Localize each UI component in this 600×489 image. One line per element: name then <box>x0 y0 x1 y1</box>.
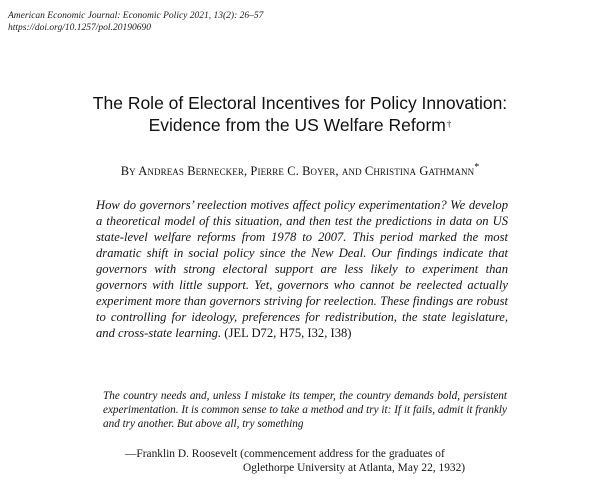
author-footnote-mark[interactable]: * <box>474 162 480 173</box>
doi-link[interactable]: https://doi.org/10.1257/pol.20190690 <box>8 23 151 33</box>
paper-title <box>0 92 600 136</box>
epigraph-attribution <box>125 447 465 475</box>
journal-citation: American Economic Journal: Economic Policy 2021, 13(2): 26–57 <box>8 11 264 21</box>
abstract <box>96 197 508 341</box>
author-byline <box>0 164 600 179</box>
jel-codes: (JEL D72, H75, I32, I38) <box>224 326 352 340</box>
title-line-1: The Role of Electoral Incentives for Policy Innovation: <box>92 93 508 113</box>
title-line-2-text: Evidence from the US Welfare Reform <box>148 115 446 135</box>
attribution-line-1: —Franklin D. Roosevelt (commencement address for the graduates of <box>125 448 445 460</box>
abstract-text: How do governors’ reelection motives affect policy experimentation? We develop a theoretical model of this situation, and then test the predictions in data on US state-level welfare reforms from 1978 to 2007. This period marked the most dramatic shift in social policy since the New Deal. Our findings indicate that governors with strong electoral support are less likely to experiment than governors with little support. Yet, governors who cannot be reelected actually experiment more than governors striving for reelection. These findings are robust to controlling for ideology, preferences for redistribution, the state legislature, and cross-state learning. <box>96 198 508 340</box>
dagger-footnote-mark[interactable]: † <box>446 119 452 129</box>
title-line-2 <box>0 114 600 136</box>
attribution-line-2: Oglethorpe University at Atlanta, May 22, 1932) <box>243 462 466 474</box>
epigraph-quote: The country needs and, unless I mistake its temper, the country demands bold, persistent experimentation. It is common sense to take a method and try it: If it fails, admit it frankly and try another. But above all, try something <box>103 390 507 430</box>
author-names: By Andreas Bernecker, Pierre C. Boyer, and Christina Gathmann <box>120 164 475 178</box>
journal-header <box>8 10 263 34</box>
